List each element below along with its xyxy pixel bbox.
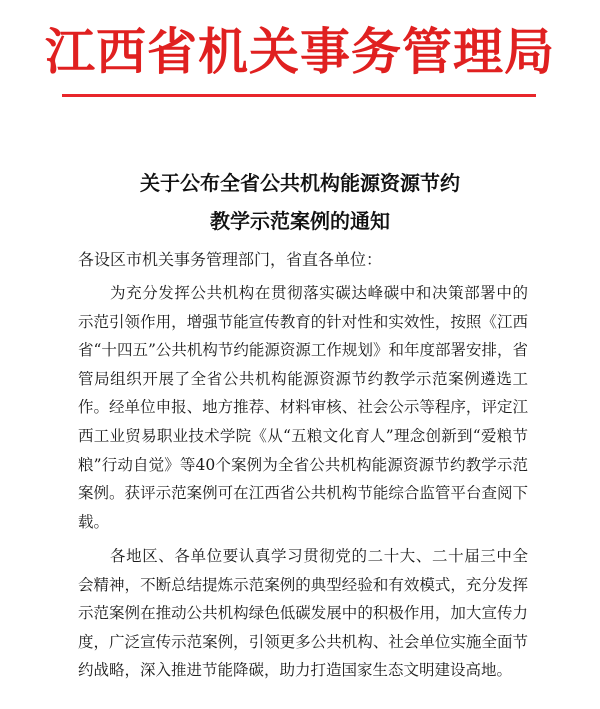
notice-title-line-1: 关于公布全省公共机构能源资源节约 xyxy=(140,171,460,195)
letterhead-red-rule xyxy=(62,94,536,97)
letterhead-org-name: 江西省机关事务管理局 xyxy=(45,22,555,81)
body-paragraph-1: 为充分发挥公共机构在贯彻落实碳达峰碳中和决策部署中的示范引领作用，增强节能宣传教育的针对性和实效性，按照《江西省“十四五”公共机构节约能源资源工作规划》和年度部署安排，省管局组织开展了全省公共机构能源资源节约教学示范案例遴选工作。经单位申报、地方推荐、材料审核、社会公示等程序，评定江西工业贸易职业技术学院《从“五粮文化育人”理念创新到“爱粮节粮”行动自觉》等40个案例为全省公共机构能源资源节约教学示范案例。获评示范案例可在江西省公共机构节能综合监管平台查阅下载。 xyxy=(78,284,528,531)
notice-title-line-2: 教学示范案例的通知 xyxy=(210,209,390,233)
body-paragraph-2: 各地区、各单位要认真学习贯彻党的二十大、二十届三中全会精神，不断总结提炼示范案例的典型经验和有效模式，充分发挥示范案例在推动公共机构绿色低碳发展中的积极作用，加大宣传力度，广泛宣传示范案例，引领更多公共机构、社会单位实施全面节约战略，深入推进节能降碳，助力打造国家生态文明建设高地。 xyxy=(78,547,528,680)
notice-salutation: 各设区市机关事务管理部门，省直各单位： xyxy=(78,250,383,269)
